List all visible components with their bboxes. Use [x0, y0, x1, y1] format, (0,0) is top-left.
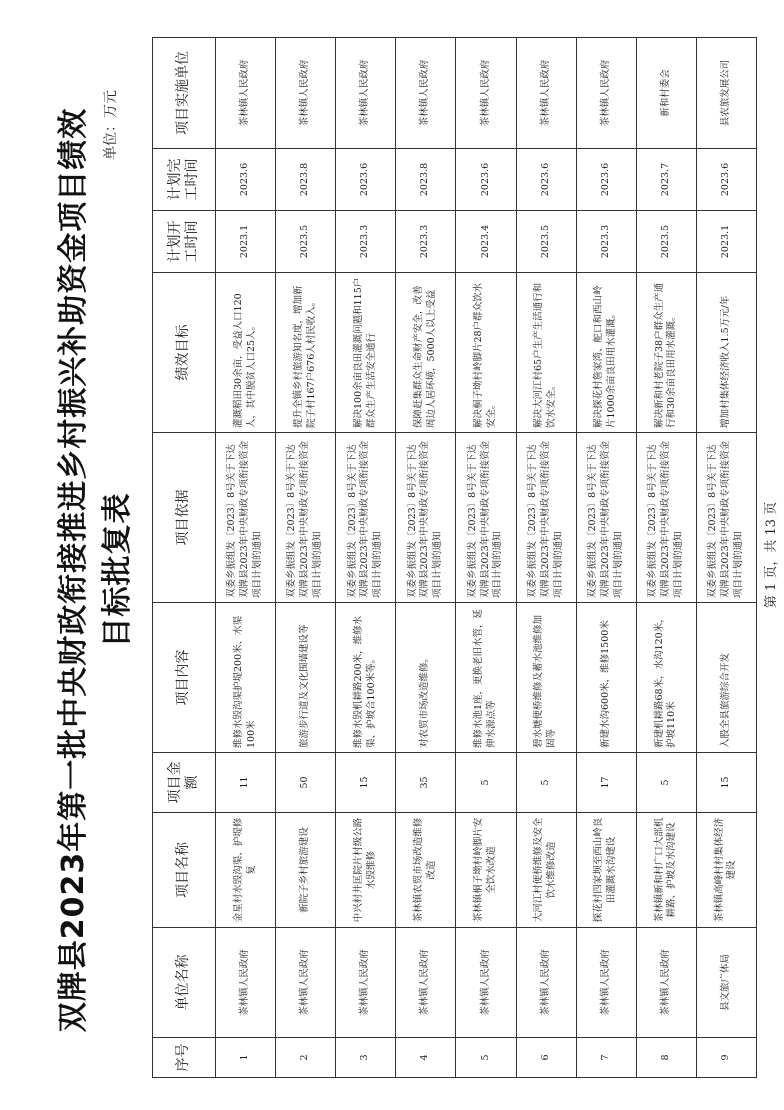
header-cell: 计划完工时间 [153, 149, 216, 211]
project-table [152, 37, 757, 1078]
project-content: 新建水沟600米，维修1500米 [576, 603, 636, 753]
implementer: 县农旅发展公司 [696, 38, 756, 149]
unit-name: 茶林镇人民政府 [516, 928, 576, 1038]
project-name: 中兴村井匡院片村级公路水毁维修 [336, 813, 396, 928]
start-time: 2023.1 [696, 211, 756, 273]
unit-name: 茶林镇人民政府 [276, 928, 336, 1038]
project-name: 探花村四家坝至西山岭良田灌溉水沟建设 [576, 813, 636, 928]
project-basis: 双委乡振组发〔2023〕8号关于下达双牌县2023年中央财政专项衔接资金项目计划的通知 [456, 433, 516, 603]
header-cell: 序号 [153, 1038, 216, 1078]
row-number: 1 [216, 1038, 276, 1078]
performance-target: 解决大河江村65户生产生活通行和饮水安全。 [516, 273, 576, 433]
header-cell: 项目内容 [153, 603, 216, 753]
end-time: 2023.6 [456, 149, 516, 211]
implementer: 茶林镇人民政府 [216, 38, 276, 149]
project-amount: 11 [216, 753, 276, 813]
implementer: 新和村委会 [636, 38, 696, 149]
project-content: 碧水塘便桥维修及蓄水池维修加固等 [516, 603, 576, 753]
unit-name: 茶林镇人民政府 [576, 928, 636, 1038]
project-name: 金星村水毁沟渠、护堤修复 [216, 813, 276, 928]
project-content: 维修水池1座，更换老旧水管，延伸水源点等 [456, 603, 516, 753]
project-name: 新院子乡村旅游建设 [276, 813, 336, 928]
project-amount: 5 [516, 753, 576, 813]
header-cell: 项目金额 [153, 753, 216, 813]
project-amount: 5 [456, 753, 516, 813]
page-number-label: 第 1 页，共 13 页 [764, 501, 779, 609]
unit-name: 茶林镇人民政府 [636, 928, 696, 1038]
table-row [216, 38, 276, 1078]
performance-target: 解决100余亩良田灌溉问题和115户群众生产生活安全通行 [336, 273, 396, 433]
performance-target: 增加村集体经济收入1.5万元/年 [696, 273, 756, 433]
performance-target: 保障赶集群众生命财产安全，改善周边人居环境，5000人以上受益 [396, 273, 456, 433]
row-number: 8 [636, 1038, 696, 1078]
row-number: 6 [516, 1038, 576, 1078]
end-time: 2023.6 [336, 149, 396, 211]
project-name: 茶林镇农贸市场改造维修改造 [396, 813, 456, 928]
project-basis: 双委乡振组发〔2023〕8号关于下达双牌县2023年中央财政专项衔接资金项目计划的通知 [636, 433, 696, 603]
row-number: 7 [576, 1038, 636, 1078]
project-amount: 15 [336, 753, 396, 813]
performance-target: 解决新和村老院子38户群众生产通行和30余亩良田用水灌溉。 [636, 273, 696, 433]
project-name: 大河江村便桥维修及安全饮水维修改造 [516, 813, 576, 928]
start-time: 2023.3 [576, 211, 636, 273]
project-amount: 5 [636, 753, 696, 813]
start-time: 2023.3 [396, 211, 456, 273]
table-row [636, 38, 696, 1078]
project-basis: 双委乡振组发〔2023〕8号关于下达双牌县2023年中央财政专项衔接资金项目计划的通知 [576, 433, 636, 603]
unit-name: 茶林镇人民政府 [336, 928, 396, 1038]
end-time: 2023.6 [696, 149, 756, 211]
performance-target: 解决桐子坳村岭脚片28户群众饮水安全。 [456, 273, 516, 433]
end-time: 2023.8 [276, 149, 336, 211]
project-content: 维修水毁沟渠护堤200米、水渠100米 [216, 603, 276, 753]
table-row [396, 38, 456, 1078]
project-basis: 双委乡振组发〔2023〕8号关于下达双牌县2023年中央财政专项衔接资金项目计划的通知 [516, 433, 576, 603]
start-time: 2023.3 [336, 211, 396, 273]
page-footer [760, 0, 779, 1110]
table-row [516, 38, 576, 1078]
start-time: 2023.1 [216, 211, 276, 273]
project-content: 对农贸市场改造维修。 [396, 603, 456, 753]
implementer: 茶林镇人民政府 [516, 38, 576, 149]
row-number: 4 [396, 1038, 456, 1078]
project-basis: 双委乡振组发〔2023〕8号关于下达双牌县2023年中央财政专项衔接资金项目计划的通知 [276, 433, 336, 603]
project-basis: 双委乡振组发〔2023〕8号关于下达双牌县2023年中央财政专项衔接资金项目计划的通知 [396, 433, 456, 603]
performance-target: 解决探花村詹家湾、舵口和西山岭片1000余亩良田用水灌溉。 [576, 273, 636, 433]
implementer: 茶林镇人民政府 [276, 38, 336, 149]
table-row [576, 38, 636, 1078]
header-cell: 单位名称 [153, 928, 216, 1038]
row-number: 3 [336, 1038, 396, 1078]
project-basis: 双委乡振组发〔2023〕8号关于下达双牌县2023年中央财政专项衔接资金项目计划的通知 [216, 433, 276, 603]
start-time: 2023.4 [456, 211, 516, 273]
project-basis: 双委乡振组发〔2023〕8号关于下达双牌县2023年中央财政专项衔接资金项目计划的通知 [696, 433, 756, 603]
implementer: 茶林镇人民政府 [576, 38, 636, 149]
project-name: 茶林镇高峰村村集体经济建设 [696, 813, 756, 928]
start-time: 2023.5 [636, 211, 696, 273]
project-amount: 15 [696, 753, 756, 813]
header-cell: 绩效目标 [153, 273, 216, 433]
implementer: 茶林镇人民政府 [396, 38, 456, 149]
table-row [456, 38, 516, 1078]
unit-name: 茶林镇人民政府 [456, 928, 516, 1038]
project-content: 维修水毁机耕路200米，维修水渠、护坡合100米等。 [336, 603, 396, 753]
project-basis: 双委乡振组发〔2023〕8号关于下达双牌县2023年中央财政专项衔接资金项目计划的通知 [336, 433, 396, 603]
start-time: 2023.5 [276, 211, 336, 273]
row-number: 9 [696, 1038, 756, 1078]
unit-name: 茶林镇人民政府 [216, 928, 276, 1038]
header-cell: 项目名称 [153, 813, 216, 928]
header-cell: 项目依据 [153, 433, 216, 603]
table-row [696, 38, 756, 1078]
implementer: 茶林镇人民政府 [456, 38, 516, 149]
end-time: 2023.6 [576, 149, 636, 211]
unit-name: 茶林镇人民政府 [396, 928, 456, 1038]
row-number: 5 [456, 1038, 516, 1078]
project-amount: 35 [396, 753, 456, 813]
performance-target: 提升全镇乡村旅游知名度，增加新院子村167户676人村民收入。 [276, 273, 336, 433]
unit-name: 县文旅广体局 [696, 928, 756, 1038]
document-title: 双牌县2023年第一批中央财政衔接推进乡村振兴补助资金项目绩效目标批复表 [56, 107, 135, 1033]
implementer: 茶林镇人民政府 [336, 38, 396, 149]
table-row [276, 38, 336, 1078]
project-content: 旅游步行道及文化围墙建设等 [276, 603, 336, 753]
start-time: 2023.5 [516, 211, 576, 273]
performance-target: 灌溉稻田30余亩，受益人口120人，其中脱贫人口25人。 [216, 273, 276, 433]
project-content: 新建机耕路68米，水沟120米，护坡110米 [636, 603, 696, 753]
project-name: 茶林镇新和村广口大部机耕路、护坡及水沟建设 [636, 813, 696, 928]
header-cell: 项目实施单位 [153, 38, 216, 149]
end-time: 2023.6 [216, 149, 276, 211]
end-time: 2023.8 [396, 149, 456, 211]
project-name: 茶林镇桐子坳村岭脚片安全饮水改造 [456, 813, 516, 928]
header-cell: 计划开工时间 [153, 211, 216, 273]
project-amount: 17 [576, 753, 636, 813]
row-number: 2 [276, 1038, 336, 1078]
end-time: 2023.6 [516, 149, 576, 211]
project-content: 入股全县旅游综合开发 [696, 603, 756, 753]
end-time: 2023.7 [636, 149, 696, 211]
unit-label: 单位：万元 [103, 90, 119, 160]
project-amount: 50 [276, 753, 336, 813]
table-row [336, 38, 396, 1078]
header-row [153, 38, 216, 1078]
